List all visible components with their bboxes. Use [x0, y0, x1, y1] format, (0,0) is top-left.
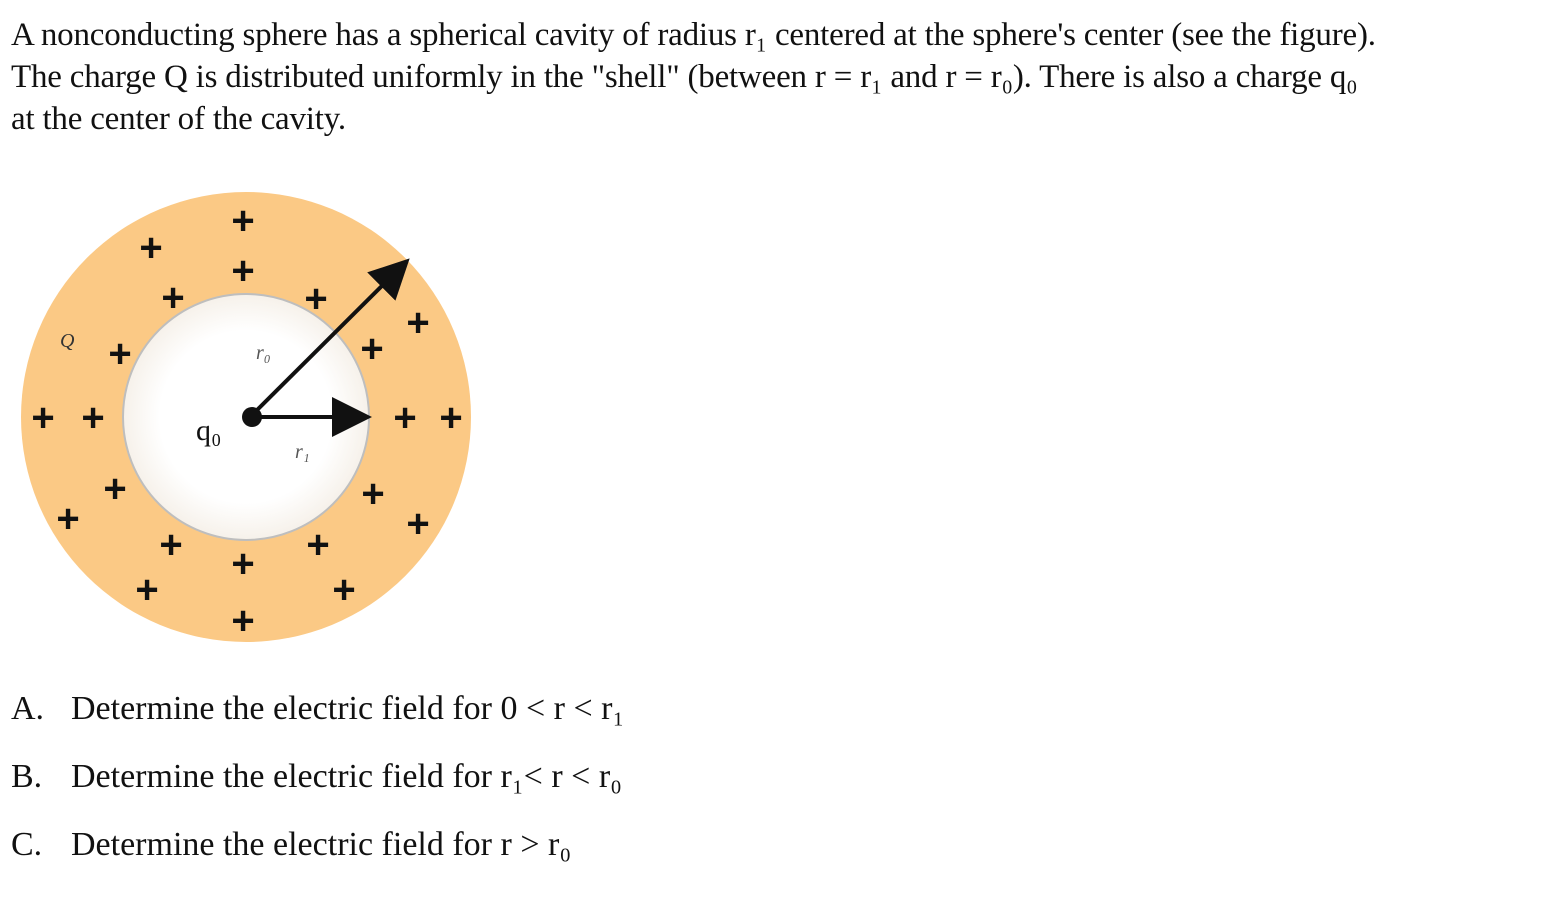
problem-line-2: The charge Q is distributed uniformly in the "shell" (between r = r₁ and r = r₀). There is also a charge q₀ — [11, 59, 1358, 95]
plus-sign: + — [231, 542, 255, 586]
sphere-figure — [14, 188, 484, 650]
plus-sign: + — [135, 568, 159, 612]
plus-sign: + — [108, 332, 132, 376]
plus-sign: + — [406, 502, 430, 546]
plus-sign: + — [161, 276, 185, 320]
center-charge-label: q₀ — [196, 414, 222, 447]
plus-sign: + — [31, 396, 55, 440]
part-a — [11, 690, 624, 728]
part-c — [11, 826, 571, 864]
plus-sign: + — [81, 396, 105, 440]
part-b-text: Determine the electric field for r₁< r < r₀ — [71, 758, 623, 795]
plus-sign: + — [439, 396, 463, 440]
plus-sign: + — [139, 226, 163, 270]
plus-sign: + — [406, 301, 430, 345]
plus-sign: + — [393, 396, 417, 440]
problem-statement — [11, 14, 1541, 140]
problem-line-3: at the center of the cavity. — [11, 101, 346, 137]
sphere-diagram — [14, 188, 484, 650]
plus-sign: + — [361, 472, 385, 516]
plus-sign: + — [306, 523, 330, 567]
part-a-letter: A. — [11, 690, 45, 727]
part-c-letter: C. — [11, 826, 43, 863]
part-c-text: Determine the electric field for r > r₀ — [71, 826, 572, 863]
plus-sign: + — [231, 249, 255, 293]
plus-sign: + — [231, 199, 255, 243]
inner-radius-label: r₁ — [295, 441, 310, 463]
plus-sign: + — [332, 568, 356, 612]
plus-sign: + — [360, 327, 384, 371]
center-charge-dot — [242, 407, 262, 427]
outer-radius-label: r₀ — [256, 342, 271, 364]
plus-sign: + — [304, 277, 328, 321]
plus-sign: + — [56, 497, 80, 541]
shell-charge-label: Q — [60, 330, 75, 352]
problem-line-1: A nonconducting sphere has a spherical cavity of radius r₁ centered at the sphere's center (see the figure). — [11, 17, 1376, 53]
part-b — [11, 758, 622, 796]
plus-sign: + — [231, 599, 255, 643]
part-a-text: Determine the electric field for 0 < r < r₁ — [71, 690, 625, 727]
part-b-letter: B. — [11, 758, 43, 795]
plus-sign: + — [103, 467, 127, 511]
plus-sign: + — [159, 523, 183, 567]
